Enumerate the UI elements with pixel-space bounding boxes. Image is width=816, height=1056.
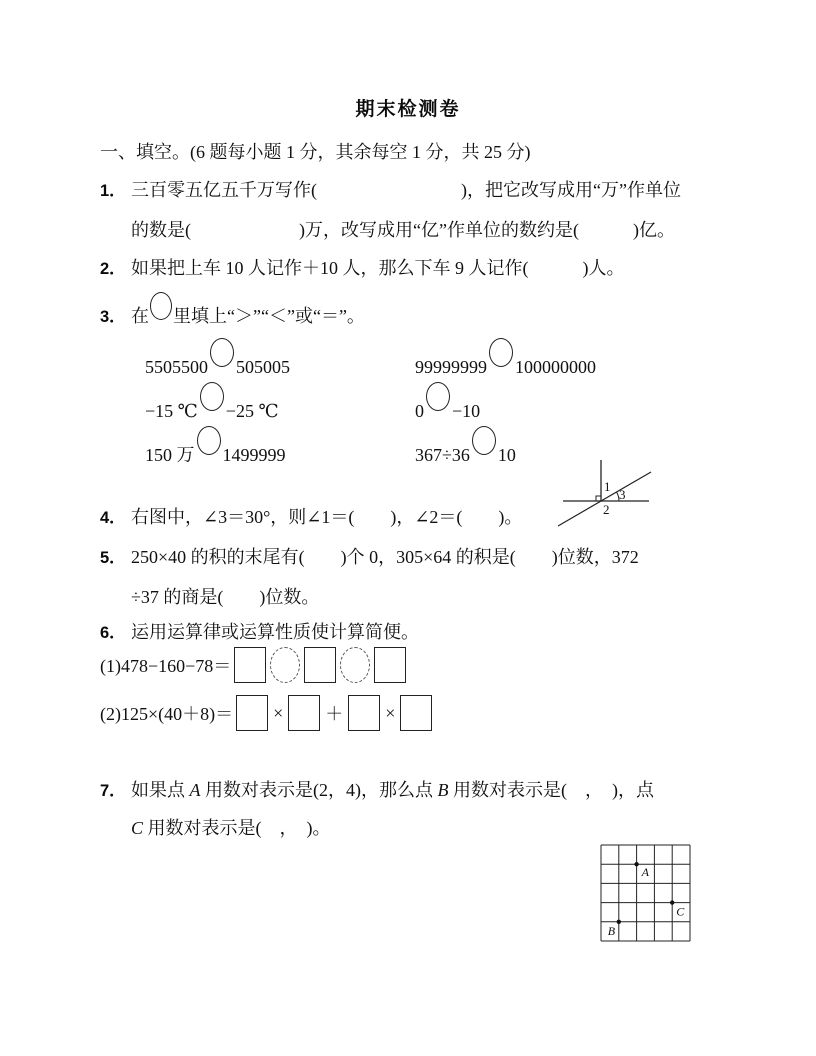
blank-circle bbox=[426, 382, 450, 411]
question-7-line-2 bbox=[131, 814, 331, 840]
comparison-value: −15 ℃ bbox=[145, 401, 198, 421]
question-2-line bbox=[100, 254, 625, 280]
comparison-pair bbox=[415, 338, 596, 378]
question-2-number: 2． bbox=[100, 260, 126, 278]
page-title: 期末检测卷 bbox=[355, 99, 461, 120]
coordinate-grid bbox=[600, 844, 692, 944]
comparison-value: 100000000 bbox=[515, 357, 596, 377]
question-3-post: 里填上“＞”“＜”或“＝”。 bbox=[173, 306, 365, 326]
angle-label-1: 1 bbox=[604, 479, 611, 494]
question-7-number: 7． bbox=[100, 782, 126, 800]
question-3-pre: 在 bbox=[131, 306, 149, 326]
angle-diagram bbox=[550, 447, 722, 533]
comparison-row-2 bbox=[0, 382, 816, 421]
comparison-pair bbox=[145, 338, 290, 378]
comparison-value: 1499999 bbox=[222, 445, 286, 465]
comparison-pair bbox=[145, 382, 279, 422]
question-4-text: 右图中，∠3＝30°，则∠1＝( )，∠2＝( )。 bbox=[131, 507, 523, 527]
question-5-line-2 bbox=[131, 583, 319, 609]
question-7-text: 如果点 bbox=[131, 780, 190, 800]
answer-box bbox=[234, 647, 266, 683]
question-1-text-1: 三百零五亿五千万写作( )，把它改写成用“万”作单位 bbox=[131, 180, 681, 200]
answer-box bbox=[236, 695, 268, 731]
answer-circle bbox=[340, 647, 370, 683]
question-6-number: 6． bbox=[100, 624, 126, 642]
question-5-line-1 bbox=[100, 543, 639, 569]
times-operator: × bbox=[273, 702, 284, 723]
point-c-label: C bbox=[131, 818, 144, 838]
comparison-value: 0 bbox=[415, 401, 424, 421]
answer-circle bbox=[270, 647, 300, 683]
grid-point-c bbox=[670, 900, 674, 904]
question-1-number: 1． bbox=[100, 182, 126, 200]
blank-circle bbox=[489, 338, 513, 367]
point-a-label: A bbox=[189, 780, 201, 800]
question-5-text-1: 250×40 的积的末尾有( )个 0，305×64 的积是( )位数，372 bbox=[131, 547, 639, 567]
grid-point-label-a: A bbox=[641, 865, 649, 880]
question-1-line-1 bbox=[100, 176, 681, 202]
equation-1-prefix: (1)478−160−78＝ bbox=[100, 656, 232, 676]
question-7-text: 用数对表示是( ， )。 bbox=[143, 818, 331, 838]
comparison-value: 367÷36 bbox=[415, 445, 470, 465]
grid-point-label-c: C bbox=[676, 904, 685, 919]
question-4-number: 4． bbox=[100, 509, 126, 527]
question-5-number: 5． bbox=[100, 549, 126, 567]
question-6-text: 运用运算律或运算性质使计算简便。 bbox=[131, 622, 419, 642]
question-1-text-2: 的数是( )万，改写成用“亿”作单位的数约是( )亿。 bbox=[131, 220, 675, 240]
comparison-row-1 bbox=[0, 338, 816, 377]
comparison-pair bbox=[415, 382, 480, 422]
angle-label-2: 2 bbox=[603, 502, 610, 517]
question-7-text: 用数对表示是( ， )，点 bbox=[448, 780, 654, 800]
times-operator: × bbox=[385, 702, 396, 723]
answer-box bbox=[304, 647, 336, 683]
comparison-value: 99999999 bbox=[415, 357, 487, 377]
point-b-label: B bbox=[437, 780, 449, 800]
grid-point-label-b: B bbox=[607, 923, 616, 938]
comparison-pair bbox=[145, 426, 286, 467]
question-7-text: 用数对表示是(2，4)，那么点 bbox=[200, 780, 438, 800]
section-heading: 一、填空。(6 题每小题 1 分，其余每空 1 分，共 25 分) bbox=[100, 142, 531, 162]
question-5-text-2: ÷37 的商是( )位数。 bbox=[131, 587, 320, 607]
answer-box bbox=[288, 695, 320, 731]
question-7-line-1 bbox=[100, 776, 654, 802]
question-3-heading bbox=[100, 292, 365, 328]
comparison-value: −10 bbox=[452, 401, 481, 421]
question-1-line-2 bbox=[131, 216, 675, 242]
answer-box bbox=[374, 647, 406, 683]
equation-2-prefix: (2)125×(40＋8)＝ bbox=[100, 704, 234, 724]
question-6-heading bbox=[100, 618, 419, 644]
question-2-text: 如果把上车 10 人记作＋10 人，那么下车 9 人记作( )人。 bbox=[131, 258, 625, 278]
question-4-line bbox=[100, 503, 522, 529]
answer-box bbox=[400, 695, 432, 731]
blank-circle bbox=[210, 338, 234, 367]
plus-operator: ＋ bbox=[325, 704, 344, 724]
question-6-equation-1 bbox=[100, 645, 409, 685]
comparison-value: 150 万 bbox=[145, 445, 195, 465]
grid-point-b bbox=[617, 920, 621, 924]
comparison-value: 10 bbox=[497, 445, 516, 465]
blank-circle bbox=[472, 426, 496, 455]
right-angle-mark bbox=[596, 496, 601, 501]
question-3-number: 3． bbox=[100, 308, 126, 326]
comparison-value: 5505500 bbox=[145, 357, 208, 377]
blank-circle bbox=[197, 426, 221, 455]
blank-circle bbox=[200, 382, 224, 411]
comparison-value: −25 ℃ bbox=[225, 401, 279, 421]
comparison-value: 505005 bbox=[236, 357, 290, 377]
angle-label-3: 3 bbox=[619, 487, 626, 502]
comparison-pair bbox=[415, 426, 516, 466]
question-6-equation-2 bbox=[100, 693, 435, 733]
grid-point-a bbox=[634, 862, 638, 866]
blank-circle bbox=[150, 292, 172, 320]
answer-box bbox=[348, 695, 380, 731]
